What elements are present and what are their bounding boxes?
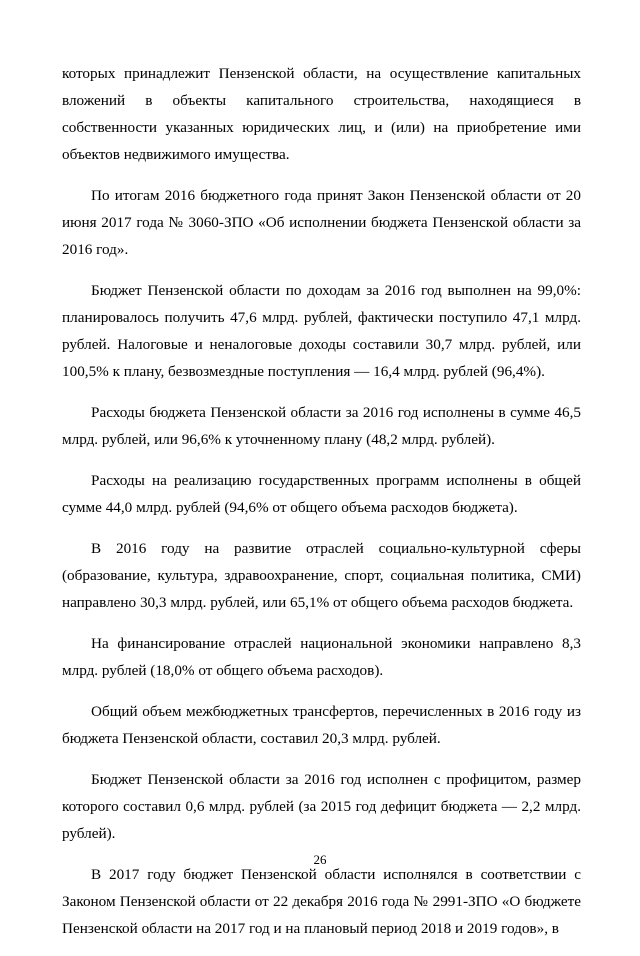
body-text [62, 60, 581, 956]
paragraph-2017-budget: В 2017 году бюджет Пензенской области исполнялся в соответствии с Законом Пензенской области от 22 декабря 2016 года № 2991-ЗПО «О бюджете Пензенской области на 2017 год и на плановый период 2018 и 2019 годов», в [62, 866, 581, 937]
paragraph-law-adoption: По итогам 2016 бюджетного года принят Закон Пензенской области от 20 июня 2017 года № 3060-ЗПО «Об исполнении бюджета Пензенской области за 2016 год». [62, 187, 581, 258]
paragraph-expenditure: Расходы бюджета Пензенской области за 2016 год исполнены в сумме 46,5 млрд. рублей, или 96,6% к уточненному плану (48,2 млрд. рублей). [62, 404, 581, 448]
paragraph-state-programs: Расходы на реализацию государственных программ исполнены в общей сумме 44,0 млрд. рублей (94,6% от общего объема расходов бюджета). [62, 472, 581, 516]
paragraph-national-economy: На финансирование отраслей национальной экономики направлено 8,3 млрд. рублей (18,0% от общего объема расходов). [62, 635, 581, 679]
paragraph-continuation: которых принадлежит Пензенской области, на осуществление капитальных вложений в объекты капитального строительства, находящиеся в собственности указанных юридических лиц, и (или) на приобретение ими объектов недвижимого имущества. [62, 65, 581, 163]
paragraph-transfers: Общий объем межбюджетных трансфертов, перечисленных в 2016 году из бюджета Пензенской области, составил 20,3 млрд. рублей. [62, 703, 581, 747]
page-number: 26 [313, 852, 327, 867]
paragraph-surplus: Бюджет Пензенской области за 2016 год исполнен с профицитом, размер которого составил 0,6 млрд. рублей (за 2015 год дефицит бюджета — 2,2 млрд. рублей). [62, 771, 581, 842]
paragraph-revenue: Бюджет Пензенской области по доходам за 2016 год выполнен на 99,0%: планировалось получить 47,6 млрд. рублей, фактически поступило 47,1 млрд. рублей. Налоговые и неналоговые доходы составили 30,7 млрд. рублей, или 100,5% к плану, безвозмездные поступления — 16,4 млрд. рублей (96,4%). [62, 282, 581, 380]
paragraph-social-sphere: В 2016 году на развитие отраслей социально-культурной сферы (образование, культура, здравоохранение, спорт, социальная политика, СМИ) направлено 30,3 млрд. рублей, или 65,1% от общего объема расходов бюджета. [62, 540, 581, 611]
